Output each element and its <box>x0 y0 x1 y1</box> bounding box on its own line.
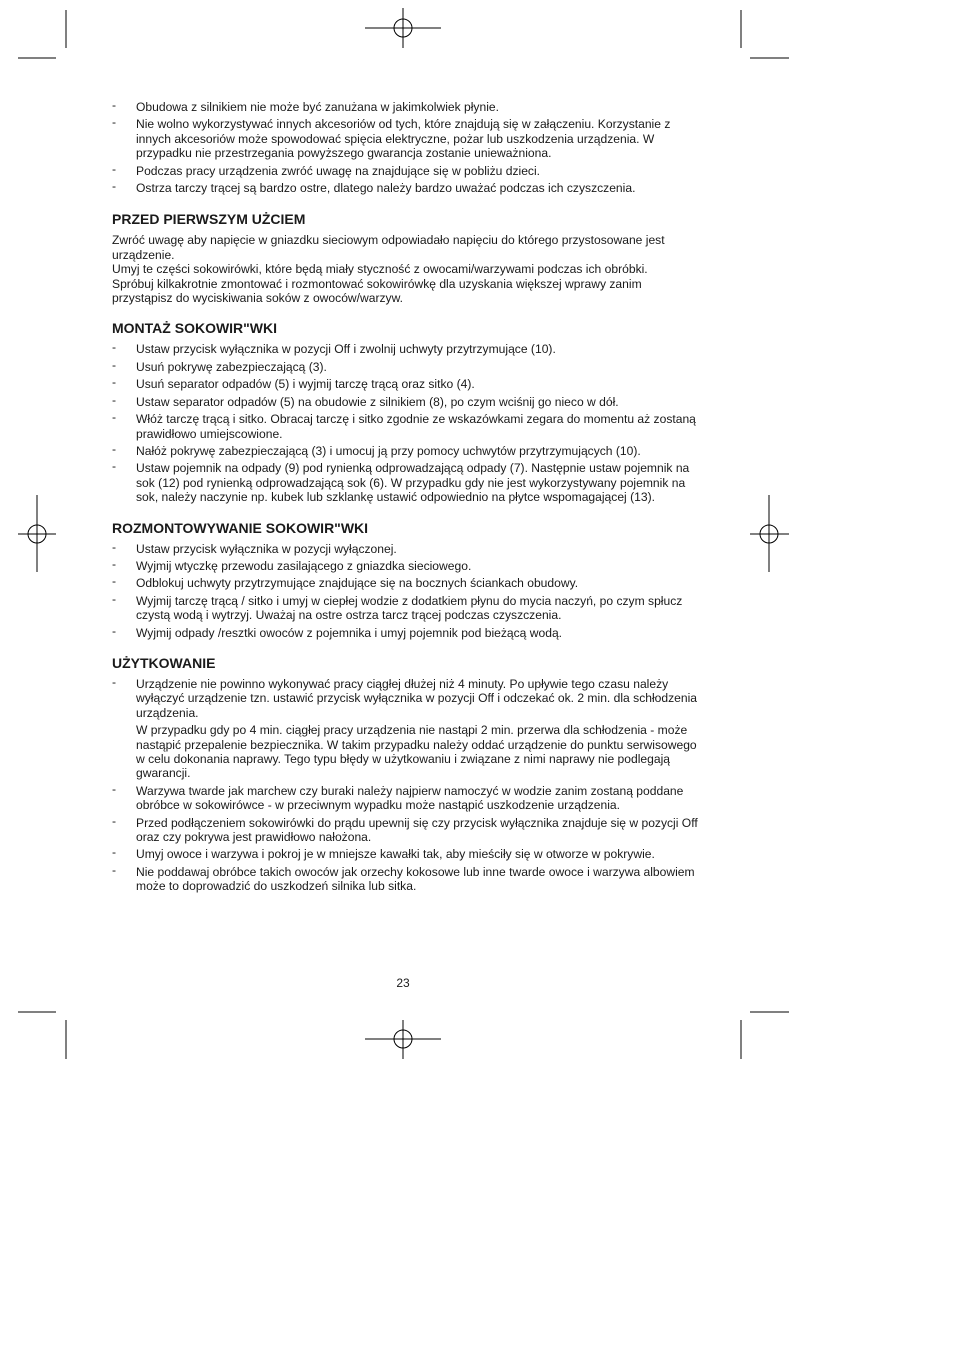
registration-mark-right <box>750 495 789 572</box>
section-heading-rozmontowywanie: ROZMONTOWYWANIE SOKOWIR"WKI <box>112 519 369 536</box>
list-item: - Umyj owoce i warzywa i pokroj je w mniejsze kawałki tak, aby mieściły się w otworze w pokrywie. <box>112 845 655 862</box>
bullet: - <box>112 179 117 194</box>
list-item: - Ustaw przycisk wyłącznika w pozycji wyłączonej. <box>112 539 397 556</box>
bullet: - <box>112 674 117 689</box>
section-heading-uzytkowanie: UŻYTKOWANIE <box>112 654 216 671</box>
list-item: - Ustaw pojemnik na odpady (9) pod rynienką odprowadzającą odpady (7). Następnie ustaw pojemnik na sok (12) pod rynienką odprowadzającą sok (6). W przypadku gdy nie jest wykorzystywany pojemnik na sok, należy naczynie np. kubek lub szklankę ustawić odpowiednio na płytce wspomagającej (13). <box>112 459 690 505</box>
list-item: - Warzywa twarde jak marchew czy buraki należy najpierw namoczyć w wodzie zanim zostaną poddane obróbce w sokowirówce - w przeciwnym wypadku może nastąpić uszkodzenie urządzenia. <box>112 781 684 813</box>
list-item: - Wyjmij wtyczkę przewodu zasilającego z gniazdka sieciowego. <box>112 556 472 573</box>
list-item: - Nałóż pokrywę zabezpieczającą (3) i umocuj ją przy pomocy uchwytów przytrzymujących (10). <box>112 441 641 458</box>
list-item: - Ustaw przycisk wyłącznika w pozycji Off i zwolnij uchwyty przytrzymujące (10). <box>112 340 556 357</box>
bullet: - <box>112 441 117 456</box>
registration-mark-top <box>365 8 441 48</box>
section-heading-przed-pierwszym-uzyciem: PRZED PIERWSZYM UŻCIEM <box>112 211 306 228</box>
bullet: - <box>112 340 117 355</box>
section-heading-montaz: MONTAŻ SOKOWIR"WKI <box>112 320 278 337</box>
list-item: - Wyjmij tarczę trącą / sitko i umyj w ciepłej wodzie z dodatkiem płynu do mycia naczyń, po czym spłucz czystą wodą i wytrzyj. Uważaj na ostre ostrza tarcz trącej podczas czyszczenia. <box>112 591 683 623</box>
bullet: - <box>112 459 117 474</box>
registration-mark-left <box>18 495 56 572</box>
list-item: - Nie poddawaj obróbce takich owoców jak orzechy kokosowe lub inne twarde owoce i warzywa albowiem może to doprowadzić do uszkodzeń silnika lub sitka. <box>112 862 695 894</box>
list-item: - Odblokuj uchwyty przytrzymujące znajdujące się na bocznych ściankach obudowy. <box>112 574 579 591</box>
bullet: - <box>112 591 117 606</box>
list-item: - Obudowa z silnikiem nie może być zanużana w jakimkolwiek płynie. <box>112 98 499 114</box>
paragraph: Zwróć uwagę aby napięcie w gniazdku sieciowym odpowiadało napięciu do którego przystosowane jest urządzenie. <box>112 233 665 262</box>
list-item: - Nie wolno wykorzystywać innych akcesoriów od tych, które znajdują się w załączeniu. Korzystanie z innych akcesoriów może spowodować spięcia elektryczne, pożar lub uszkodzenia urządzenia. W przypadku nie przestrzegania powyższego gwarancja zostanie unieważniona. <box>112 115 671 161</box>
list-item-continuation: W przypadku gdy po 4 min. ciągłej pracy urządzenia nie nastąpi 2 min. przerwa dla schłodzenia - może nastąpić przepalenie bezpiecznika. W takim przypadku należy oddać urządzenie do punktu serwisowego w celu dokonania naprawy. Tego typu błędy w użytkowaniu i związane z nimi naprawy nie podlegają gwarancji. <box>136 723 697 781</box>
bullet: - <box>112 357 117 372</box>
list-item: - Usuń pokrywę zabezpieczającą (3). <box>112 357 327 374</box>
bullet: - <box>112 623 117 638</box>
intro-list <box>112 100 702 195</box>
bullet: - <box>112 115 117 130</box>
bullet: - <box>112 392 117 407</box>
list-item: - Urządzenie nie powinno wykonywać pracy ciągłej dłużej niż 4 minuty. Po upływie tego czasu należy wyłączyć urządzenie tzn. ustawić przycisk wyłącznika w pozycji Off i odczekać ok. 2 min. dla schłodzenia urządzenia. <box>112 674 698 720</box>
bullet: - <box>112 410 117 425</box>
bullet: - <box>112 556 117 571</box>
bullet: - <box>112 375 117 390</box>
list-item: - Przed podłączeniem sokowirówki do prądu upewnij się czy przycisk wyłącznika znajduje się w pozycji Off oraz czy pokrywa jest prawidłowo nałożona. <box>112 813 698 845</box>
bullet: - <box>112 574 117 589</box>
bullet: - <box>112 862 117 877</box>
bullet: - <box>112 539 117 554</box>
list-item: - Włóż tarczę trącą i sitko. Obracaj tarczę i sitko zgodnie ze wskazówkami zegara do momentu aż zostaną prawidłowo umiejscowione. <box>112 410 696 441</box>
list-item: - Ostrza tarczy trącej są bardzo ostre, dlatego należy bardzo uważać podczas ich czyszczenia. <box>112 179 636 196</box>
list-item: - Ustaw separator odpadów (5) na obudowie z silnikiem (8), po czym wciśnij go nieco w dół. <box>112 392 619 409</box>
list-item: - Usuń separator odpadów (5) i wyjmij tarczę trącą oraz sitko (4). <box>112 375 475 392</box>
list-item: - Wyjmij odpady /resztki owoców z pojemnika i umyj pojemnik pod bieżącą wodą. <box>112 623 563 640</box>
paragraph: Umyj te części sokowirówki, które będą miały styczność z owocami/warzywami podczas ich obróbki. <box>112 262 648 277</box>
manual-content <box>112 100 702 897</box>
paragraph: Spróbuj kilkakrotnie zmontować i rozmontować sokowirówkę dla uzyskania większej wprawy zanim przystąpisz do wyciskiwania soków z owoców/warzyw. <box>112 276 642 306</box>
registration-mark-bottom <box>365 1020 441 1059</box>
montaz-list <box>112 342 702 504</box>
bullet: - <box>112 813 117 828</box>
uzytkowanie-list <box>112 674 702 894</box>
bullet: - <box>112 781 117 796</box>
bullet: - <box>112 161 117 176</box>
rozmontowywanie-list <box>112 539 702 640</box>
list-item: - Podczas pracy urządzenia zwróć uwagę na znajdujące się w pobliżu dzieci. <box>112 161 541 178</box>
bullet: - <box>112 98 117 112</box>
bullet: - <box>112 845 117 860</box>
page-number: 23 <box>396 976 410 990</box>
